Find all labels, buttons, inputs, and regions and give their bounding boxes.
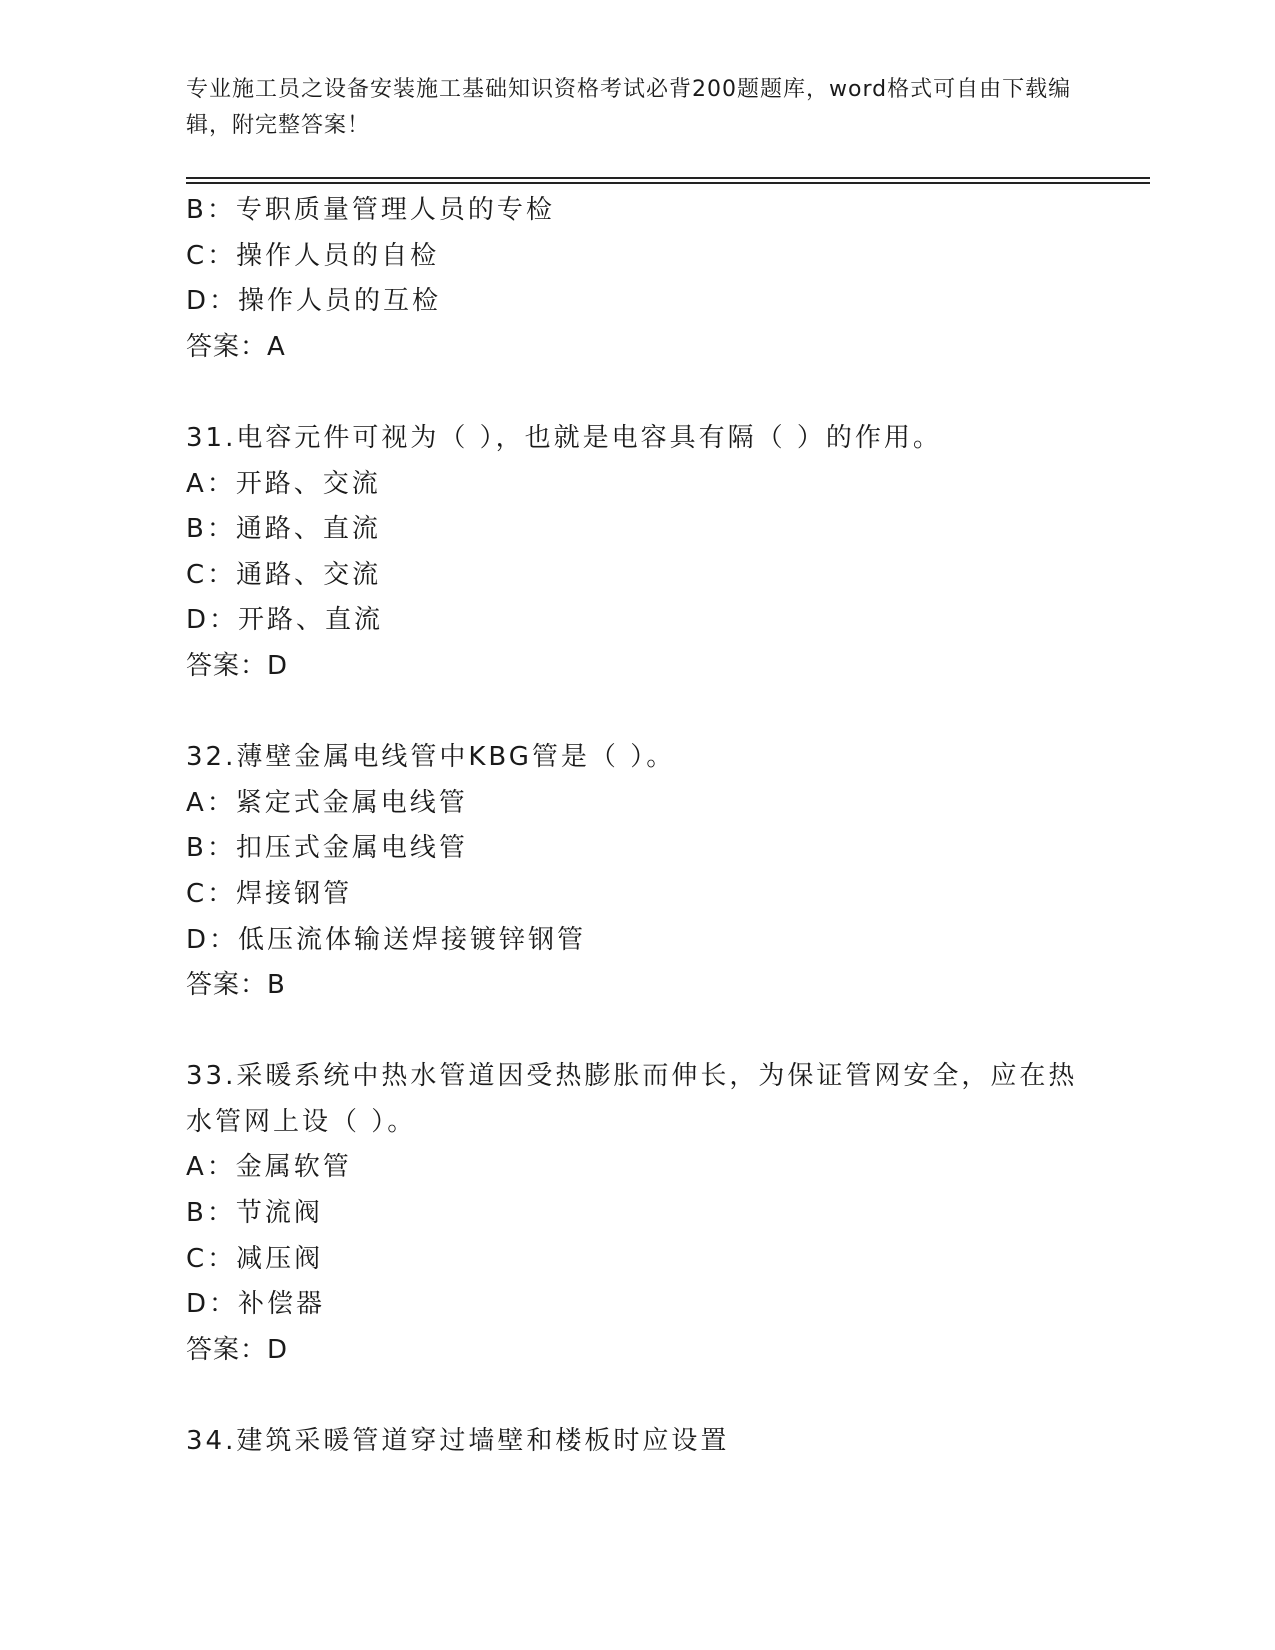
question-33 <box>186 1054 1086 1373</box>
option-c: C：焊接钢管 <box>186 878 353 909</box>
answer: 答案：A <box>186 331 286 362</box>
question-list <box>186 188 1086 1465</box>
header-rule-top <box>186 177 1150 179</box>
option-c: C：操作人员的自检 <box>186 240 440 271</box>
option-b: B：通路、直流 <box>186 514 381 545</box>
option-b: B：扣压式金属电线管 <box>186 833 468 864</box>
option-a: A：开路、交流 <box>186 468 381 499</box>
question-32 <box>186 735 1086 1009</box>
option-b: B：节流阀 <box>186 1198 323 1229</box>
spacer <box>186 1009 1086 1055</box>
option-b: B：专职质量管理人员的专检 <box>186 195 555 225</box>
option-d: D：操作人员的互检 <box>186 286 442 317</box>
option-d: D：低压流体输送焊接镀锌钢管 <box>186 924 587 955</box>
question-30-tail <box>186 188 1086 370</box>
answer: 答案：D <box>186 650 289 681</box>
spacer <box>186 370 1086 416</box>
question-text: 31.电容元件可视为（ ），也就是电容具有隔（ ）的作用。 <box>186 422 942 453</box>
header-rule-bottom <box>186 182 1150 184</box>
question-text: 32.薄壁金属电线管中KBG管是（ ）。 <box>186 742 676 773</box>
question-text: 34.建筑采暖管道穿过墙壁和楼板时应设置 <box>186 1426 730 1457</box>
option-d: D：补偿器 <box>186 1289 326 1320</box>
answer: 答案：B <box>186 970 286 1001</box>
answer: 答案：D <box>186 1334 289 1365</box>
question-34 <box>186 1419 1086 1465</box>
header-title: 专业施工员之设备安装施工基础知识资格考试必背200题题库，word格式可自由下载编辑，附完整答案！ <box>186 77 1072 138</box>
document-header <box>186 72 1086 144</box>
spacer <box>186 1373 1086 1419</box>
option-a: A：紧定式金属电线管 <box>186 787 468 818</box>
option-d: D：开路、直流 <box>186 605 384 636</box>
question-text: 33.采暖系统中热水管道因受热膨胀而伸长，为保证管网安全，应在热水管网上设（ ）。 <box>186 1061 1078 1137</box>
option-a: A：金属软管 <box>186 1152 352 1183</box>
option-c: C：减压阀 <box>186 1243 324 1274</box>
question-31 <box>186 416 1086 690</box>
option-c: C：通路、交流 <box>186 559 382 590</box>
spacer <box>186 690 1086 736</box>
